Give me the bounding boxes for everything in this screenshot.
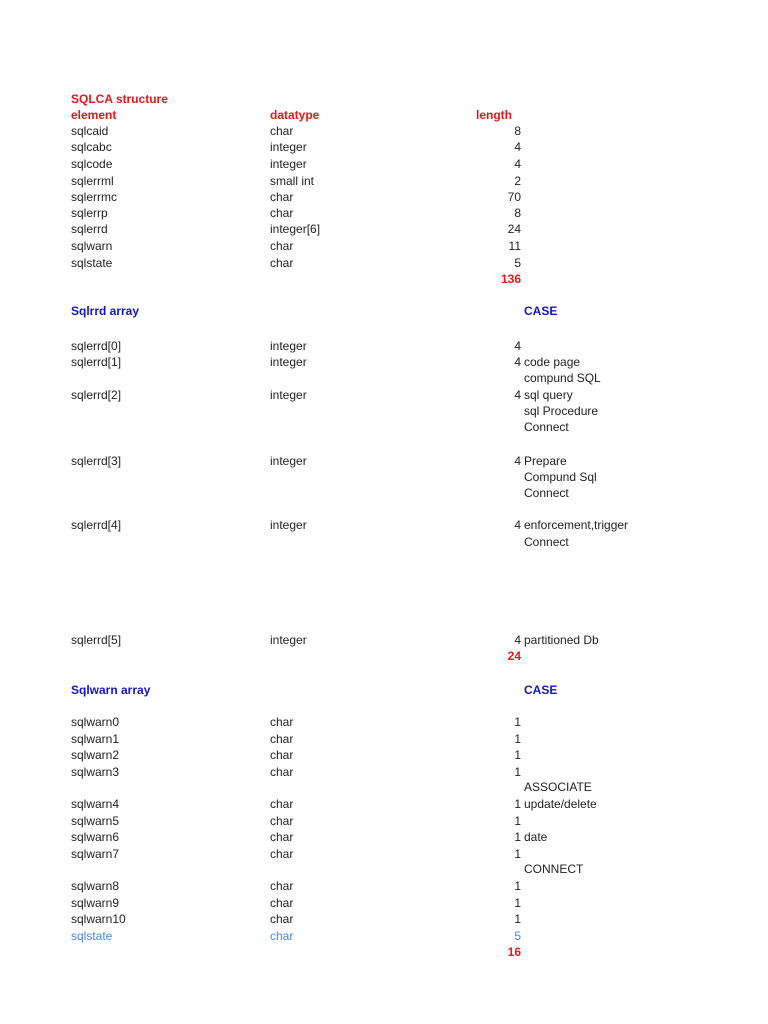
sqlca-length: 24 xyxy=(507,222,521,236)
case-note: ASSOCIATE xyxy=(524,780,592,794)
case-note: update/delete xyxy=(524,797,597,811)
sqlerrd-datatype: integer xyxy=(270,355,307,369)
sqlwarn-datatype: char xyxy=(270,715,294,729)
header-element: element xyxy=(71,108,117,122)
sqlca-datatype: integer xyxy=(270,140,307,154)
sqlwarn-datatype: char xyxy=(270,912,294,926)
sqlwarn-element: sqlwarn7 xyxy=(71,847,120,861)
sqlwarn-element: sqlwarn6 xyxy=(71,830,120,844)
sqlca-length: 8 xyxy=(514,206,521,220)
sqlerrd-element: sqlerrd[5] xyxy=(71,633,122,647)
sqlwarn-element: sqlwarn10 xyxy=(71,912,126,926)
case-note: compund SQL xyxy=(524,371,601,385)
sqlwarn-datatype: char xyxy=(270,879,294,893)
sqlerrd-title: Sqlrrd array xyxy=(71,304,140,318)
sqlwarn-title: Sqlwarn array xyxy=(71,683,151,697)
sqlwarn-datatype: char xyxy=(270,830,294,844)
sqlwarn-length: 1 xyxy=(514,879,521,893)
sqlca-element: sqlwarn xyxy=(71,239,113,253)
sqlwarn-datatype: char xyxy=(270,797,294,811)
sqlca-datatype: char xyxy=(270,239,294,253)
case-note: Prepare xyxy=(524,454,567,468)
sqlerrd-datatype: integer xyxy=(270,388,307,402)
sqlwarn-length: 1 xyxy=(514,814,521,828)
sqlwarn-element: sqlwarn8 xyxy=(71,879,120,893)
sqlerrd-length: 4 xyxy=(514,388,521,402)
sqlca-length: 5 xyxy=(514,256,521,270)
sqlwarn-datatype: char xyxy=(270,765,294,779)
sqlwarn-datatype: char xyxy=(270,814,294,828)
sqlca-datatype: integer[6] xyxy=(270,222,321,236)
sqlca-datatype: char xyxy=(270,206,294,220)
sqlerrd-length: 4 xyxy=(514,454,521,468)
sqlca-element: sqlstate xyxy=(71,256,113,270)
sqlwarn-length: 1 xyxy=(514,748,521,762)
sqlca-length: 2 xyxy=(514,174,521,188)
sqlca-datatype: char xyxy=(270,124,294,138)
sqlwarn-element: sqlwarn5 xyxy=(71,814,120,828)
sqlwarn-length: 1 xyxy=(514,732,521,746)
sqlerrd-datatype: integer xyxy=(270,339,307,353)
sqlca-element: sqlerrmc xyxy=(71,190,118,204)
sqlwarn-datatype: char xyxy=(270,929,294,943)
case-note: date xyxy=(524,830,548,844)
sqlwarn-length: 1 xyxy=(514,830,521,844)
sqlwarn-length: 1 xyxy=(514,847,521,861)
case-note: Connect xyxy=(524,420,569,434)
sqlca-datatype: integer xyxy=(270,157,307,171)
case-note: Compund Sql xyxy=(524,470,597,484)
case-note: partitioned Db xyxy=(524,633,599,647)
sqlerrd-element: sqlerrd[4] xyxy=(71,518,122,532)
case-note: CONNECT xyxy=(524,862,584,876)
sqlerrd-length: 4 xyxy=(514,518,521,532)
sqlerrd-element: sqlerrd[0] xyxy=(71,339,122,353)
sqlerrd-total: 24 xyxy=(507,649,521,663)
sqlwarn-length: 5 xyxy=(514,929,521,943)
sqlwarn-length: 1 xyxy=(514,765,521,779)
sqlca-element: sqlcabc xyxy=(71,140,112,154)
sqlca-element: sqlerrml xyxy=(71,174,114,188)
case-note: sql Procedure xyxy=(524,404,599,418)
sqlerrd-length: 4 xyxy=(514,339,521,353)
sqlca-element: sqlcode xyxy=(71,157,113,171)
sqlca-datatype: small int xyxy=(270,174,315,188)
header-length: length xyxy=(476,108,512,122)
sqlerrd-case-header: CASE xyxy=(524,304,558,318)
sqlwarn-case-header: CASE xyxy=(524,683,558,697)
sqlerrd-datatype: integer xyxy=(270,633,307,647)
sqlwarn-length: 1 xyxy=(514,896,521,910)
sqlwarn-datatype: char xyxy=(270,732,294,746)
sqlca-title: SQLCA structure xyxy=(71,92,168,106)
sqlwarn-length: 1 xyxy=(514,797,521,811)
sqlwarn-element: sqlwarn2 xyxy=(71,748,120,762)
case-note: code page xyxy=(524,355,581,369)
sqlwarn-length: 1 xyxy=(514,715,521,729)
sqlwarn-element: sqlwarn1 xyxy=(71,732,120,746)
sqlca-length: 4 xyxy=(514,140,521,154)
sqlwarn-element: sqlwarn9 xyxy=(71,896,120,910)
header-datatype: datatype xyxy=(270,108,320,122)
sqlca-datatype: char xyxy=(270,256,294,270)
sqlca-length: 11 xyxy=(508,239,521,253)
sqlwarn-element: sqlstate xyxy=(71,929,113,943)
sqlca-length: 70 xyxy=(507,190,521,204)
case-note: Connect xyxy=(524,535,569,549)
sqlwarn-element: sqlwarn4 xyxy=(71,797,120,811)
sqlerrd-datatype: integer xyxy=(270,518,307,532)
sqlerrd-length: 4 xyxy=(514,633,521,647)
sqlca-length: 4 xyxy=(514,157,521,171)
sqlca-datatype: char xyxy=(270,190,294,204)
sqlerrd-datatype: integer xyxy=(270,454,307,468)
sqlwarn-datatype: char xyxy=(270,847,294,861)
sqlca-element: sqlerrp xyxy=(71,206,108,220)
case-note: sql query xyxy=(524,388,573,402)
sqlwarn-length: 1 xyxy=(514,912,521,926)
sqlwarn-element: sqlwarn3 xyxy=(71,765,120,779)
sqlwarn-datatype: char xyxy=(270,748,294,762)
sqlca-total: 136 xyxy=(500,272,521,286)
sqlerrd-element: sqlerrd[3] xyxy=(71,454,122,468)
sqlwarn-datatype: char xyxy=(270,896,294,910)
sqlerrd-element: sqlerrd[2] xyxy=(71,388,122,402)
sqlerrd-length: 4 xyxy=(514,355,521,369)
sqlwarn-total: 16 xyxy=(507,945,521,959)
sqlwarn-element: sqlwarn0 xyxy=(71,715,120,729)
sqlca-element: sqlerrd xyxy=(71,222,108,236)
sqlca-element: sqlcaid xyxy=(71,124,109,138)
case-note: Connect xyxy=(524,486,569,500)
case-note: enforcement,trigger xyxy=(524,518,629,532)
sqlca-length: 8 xyxy=(514,124,521,138)
sqlerrd-element: sqlerrd[1] xyxy=(71,355,122,369)
